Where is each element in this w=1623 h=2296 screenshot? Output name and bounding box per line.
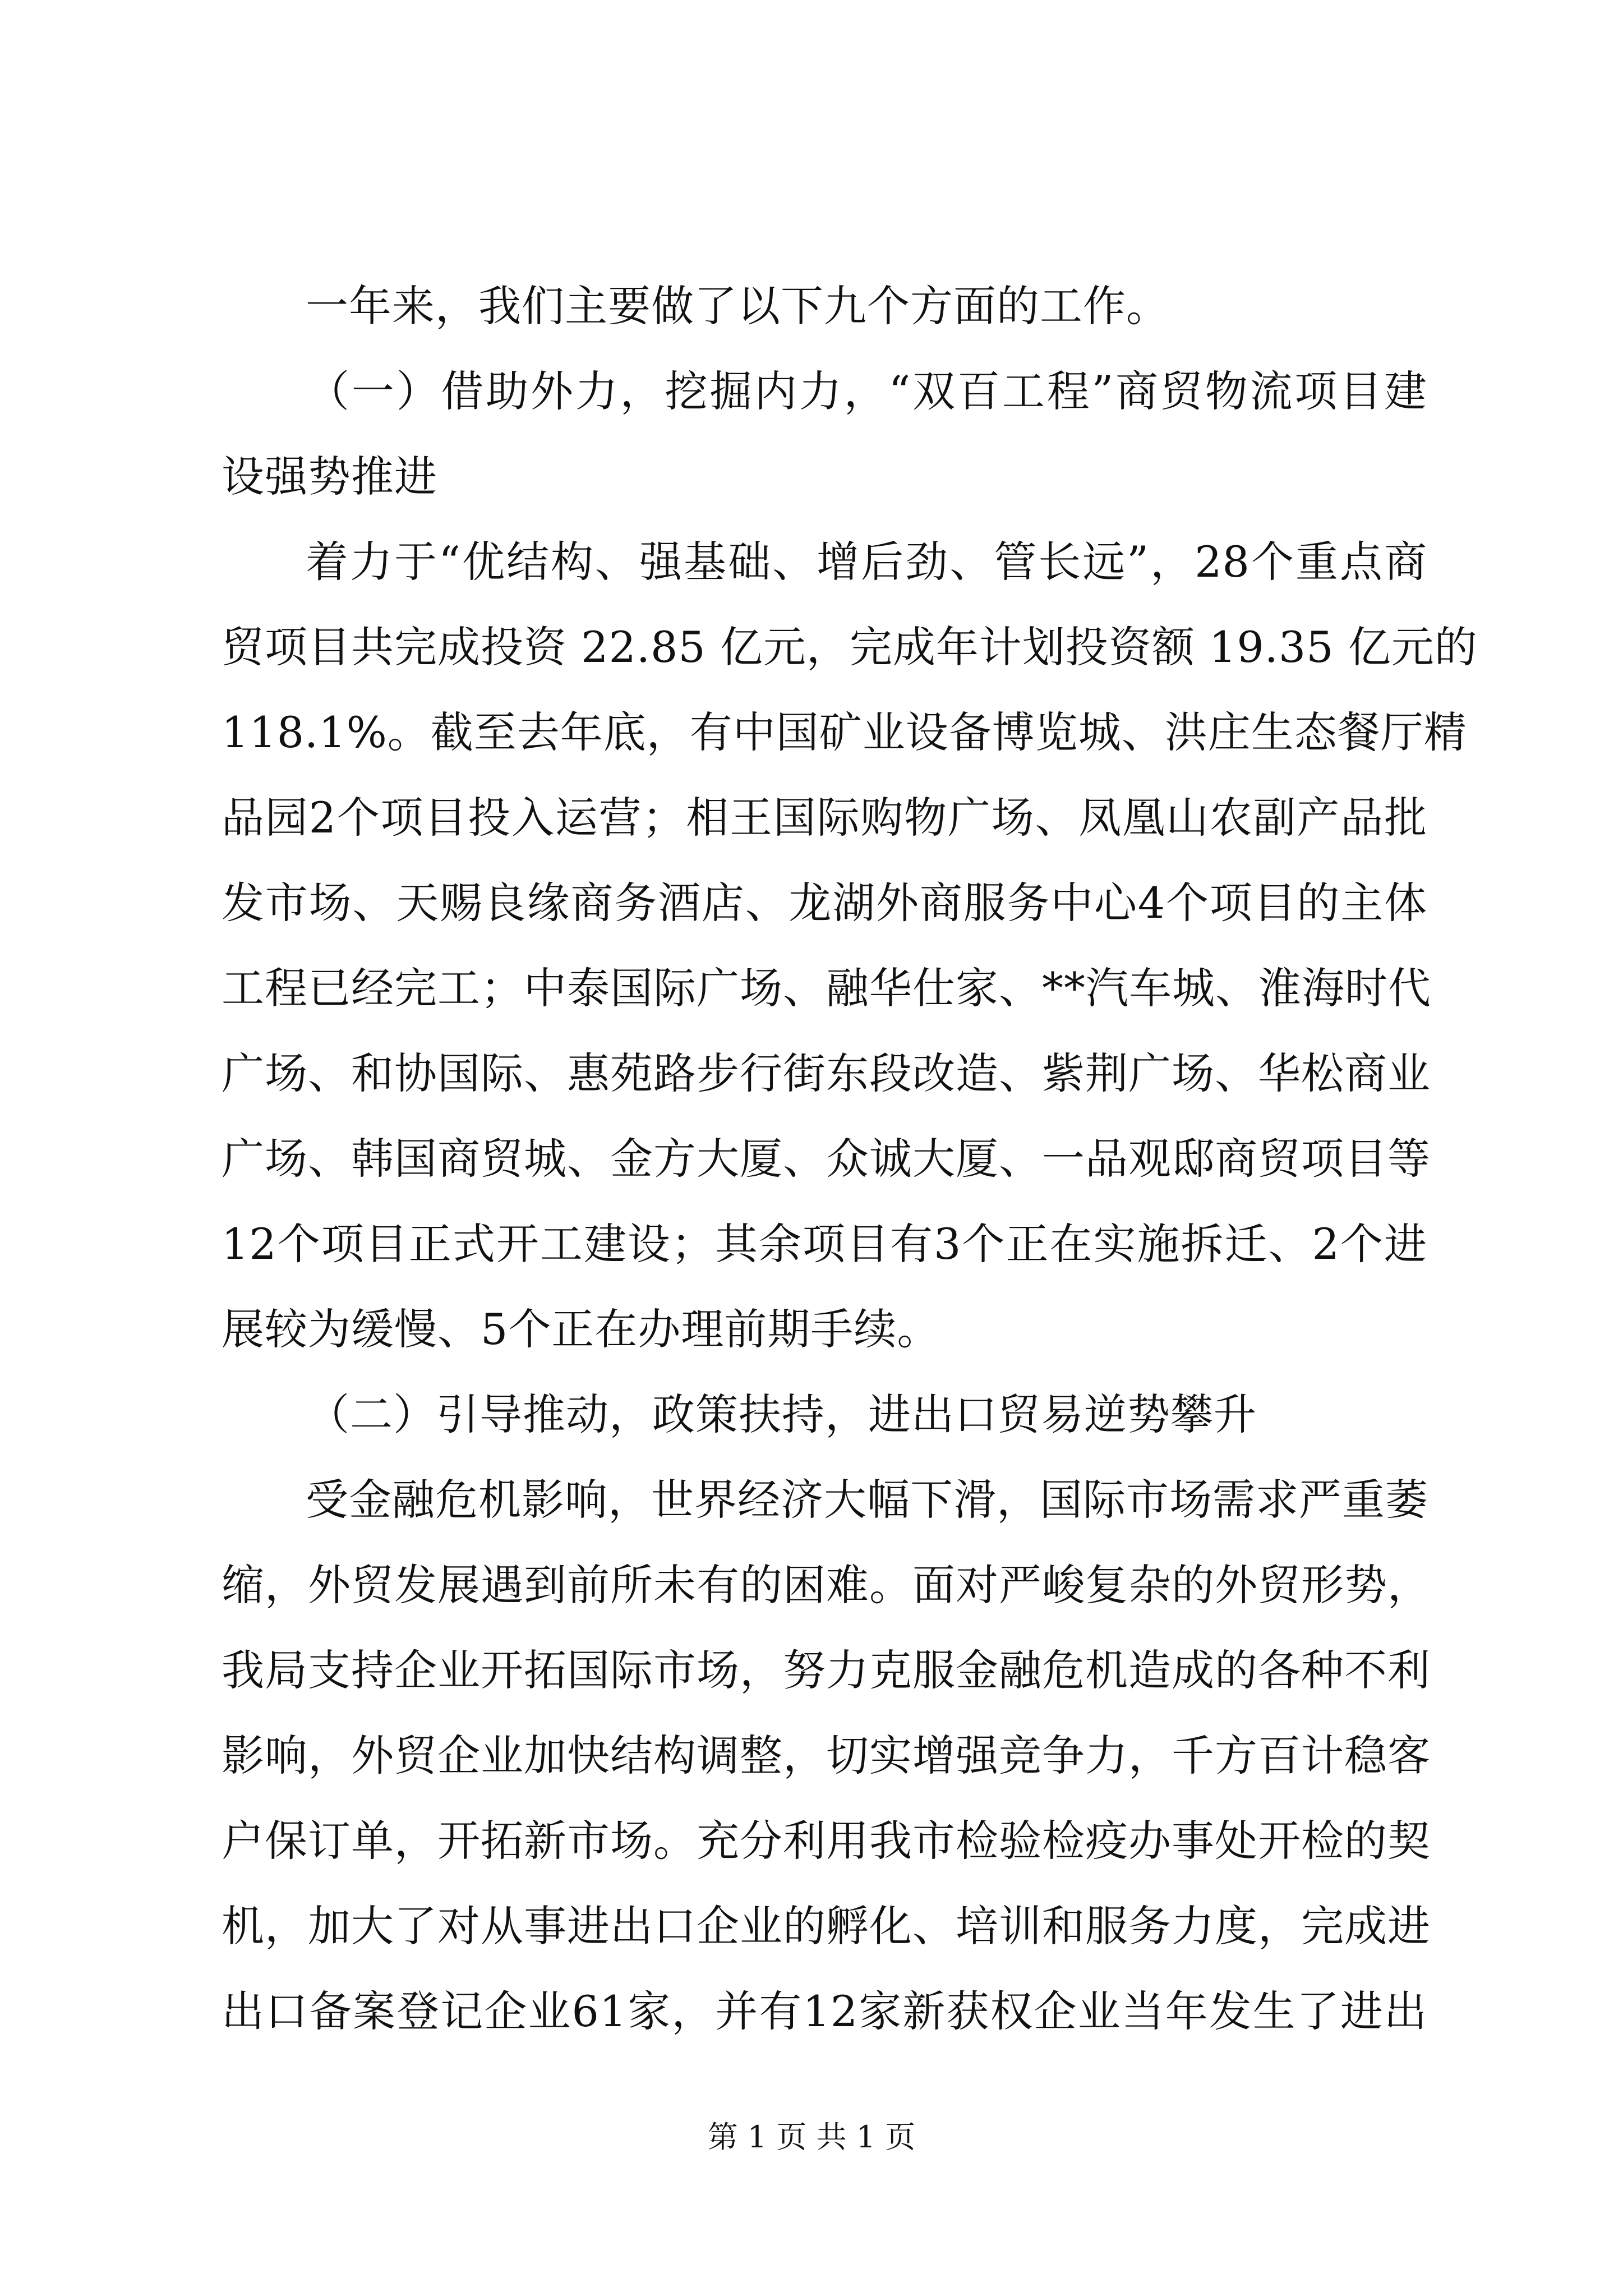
paragraph-intro: 一年来，我们主要做了以下九个方面的工作。 [306,281,1169,331]
paragraph-line: 贸项目共完成投资 22.85 亿元，完成年计划投资额 19.35 亿元的 [222,622,1478,672]
paragraph-line: 户保订单，开拓新市场。充分利用我市检验检疫办事处开检的契 [222,1816,1431,1866]
paragraph-line: 展较为缓慢、5个正在办理前期手续。 [222,1304,940,1354]
paragraph-line: 机，加大了对从事进出口企业的孵化、培训和服务力度，完成进 [222,1901,1431,1951]
paragraph-line: 缩，外贸发展遇到前所未有的困难。面对严峻复杂的外贸形势， [222,1560,1431,1610]
paragraph-line: 出口备案登记企业61家，并有12家新获权企业当年发生了进出 [222,1986,1427,2036]
paragraph-line: 影响，外贸企业加快结构调整，切实增强竞争力，千方百计稳客 [222,1731,1431,1780]
document-body [222,264,1478,2054]
paragraph-line: 受金融危机影响，世界经济大幅下滑，国际市场需求严重萎 [306,1475,1428,1525]
paragraph-line: 118.1%。截至去年底，有中国矿业设备博览城、洪庄生态餐厅精 [222,707,1467,757]
paragraph-line: 发市场、天赐良缘商务酒店、龙湖外商服务中心4个项目的主体 [222,878,1427,928]
paragraph-line: 我局支持企业开拓国际市场，努力克服金融危机造成的各种不利 [222,1645,1431,1695]
section-heading-1-cont: 设强势推进 [222,452,437,501]
section-heading-1: （一）借助外力，挖掘内力，“双百工程”商贸物流项目建 [307,366,1427,416]
paragraph-line: 广场、和协国际、惠苑路步行街东段改造、紫荆广场、华松商业 [222,1048,1431,1098]
paragraph-line: 广场、韩国商贸城、金方大厦、众诚大厦、一品观邸商贸项目等 [222,1134,1431,1184]
paragraph-line: 12个项目正式开工建设；其余项目有3个正在实施拆迁、2个进 [222,1219,1427,1269]
paragraph-line: 品园2个项目投入运营；相王国际购物广场、凤凰山农副产品批 [222,793,1427,843]
paragraph-line: 着力于“优结构、强基础、增后劲、管长远”，28个重点商 [306,537,1427,587]
section-heading-2: （二）引导推动，政策扶持，进出口贸易逆势攀升 [307,1389,1257,1439]
paragraph-line: 工程已经完工；中泰国际广场、融华仕家、**汽车城、淮海时代 [222,963,1431,1013]
page-footer: 第 1 页 共 1 页 [707,2119,916,2155]
